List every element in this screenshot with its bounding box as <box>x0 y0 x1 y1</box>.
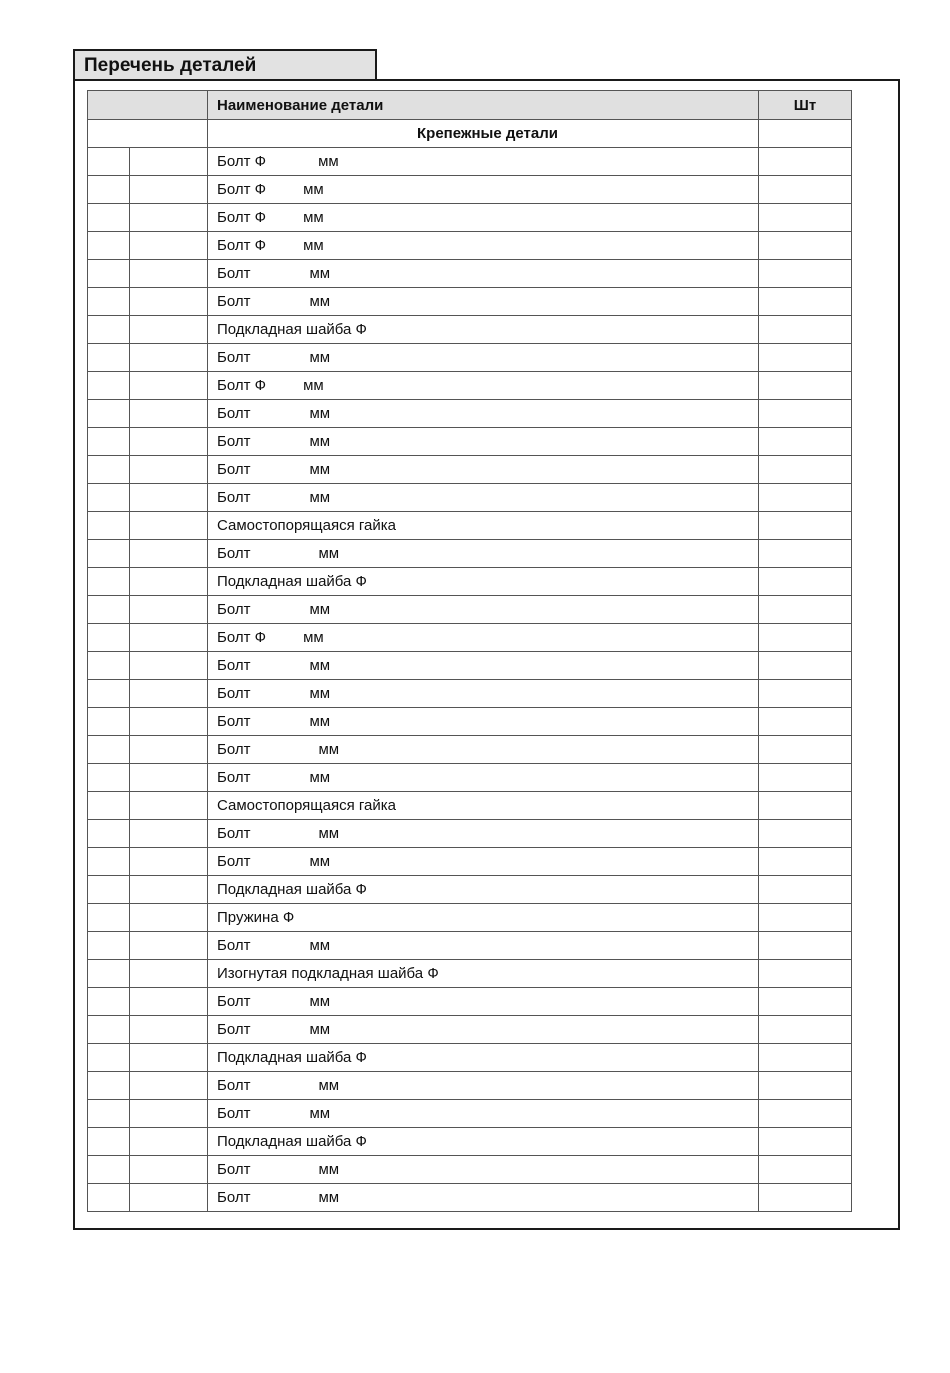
row-index-cell <box>88 1128 130 1156</box>
group-blank-cell <box>88 120 208 148</box>
part-qty-cell <box>759 204 852 232</box>
part-qty-cell <box>759 344 852 372</box>
table-row <box>88 764 852 792</box>
part-name-cell <box>208 372 759 400</box>
row-code-cell <box>130 512 208 540</box>
table-row <box>88 1156 852 1184</box>
header-name: Наименование детали <box>208 91 759 120</box>
row-index-cell <box>88 792 130 820</box>
table-row <box>88 316 852 344</box>
part-qty-cell <box>759 708 852 736</box>
row-index-cell <box>88 652 130 680</box>
part-name-cell <box>208 848 759 876</box>
part-name: Болт Ф <box>217 377 267 394</box>
part-qty-cell <box>759 596 852 624</box>
part-name: Болт <box>217 825 251 842</box>
row-index-cell <box>88 428 130 456</box>
part-name-cell <box>208 932 759 960</box>
row-code-cell <box>130 1100 208 1128</box>
row-index-cell <box>88 1072 130 1100</box>
part-name-cell <box>208 820 759 848</box>
part-name-cell <box>208 680 759 708</box>
row-code-cell <box>130 988 208 1016</box>
table-row <box>88 512 852 540</box>
row-index-cell <box>88 904 130 932</box>
part-name: Подкладная шайба Ф <box>217 321 367 338</box>
table-row <box>88 1016 852 1044</box>
part-name: Болт <box>217 1021 251 1038</box>
part-name-cell <box>208 400 759 428</box>
row-code-cell <box>130 624 208 652</box>
row-code-cell <box>130 708 208 736</box>
row-index-cell <box>88 568 130 596</box>
table-row <box>88 484 852 512</box>
row-code-cell <box>130 484 208 512</box>
row-index-cell <box>88 960 130 988</box>
table-row <box>88 624 852 652</box>
table-row <box>88 820 852 848</box>
part-name-cell <box>208 1128 759 1156</box>
table-row <box>88 372 852 400</box>
header-blank-cell <box>88 91 208 120</box>
row-index-cell <box>88 232 130 260</box>
row-index-cell <box>88 512 130 540</box>
part-name-cell <box>208 456 759 484</box>
part-unit: мм <box>309 769 331 786</box>
row-index-cell <box>88 736 130 764</box>
table-row <box>88 148 852 176</box>
table-row <box>88 680 852 708</box>
part-unit: мм <box>309 713 331 730</box>
part-name-cell <box>208 708 759 736</box>
table-row <box>88 960 852 988</box>
row-code-cell <box>130 876 208 904</box>
row-index-cell <box>88 1100 130 1128</box>
row-code-cell <box>130 260 208 288</box>
part-name-cell <box>208 1156 759 1184</box>
part-name: Болт <box>217 657 251 674</box>
row-code-cell <box>130 1072 208 1100</box>
table-row <box>88 568 852 596</box>
row-index-cell <box>88 708 130 736</box>
part-name-cell <box>208 960 759 988</box>
row-index-cell <box>88 288 130 316</box>
part-qty-cell <box>759 176 852 204</box>
part-name: Болт <box>217 433 251 450</box>
table-row <box>88 736 852 764</box>
part-qty-cell <box>759 1184 852 1212</box>
row-code-cell <box>130 1156 208 1184</box>
part-name: Болт <box>217 937 251 954</box>
table-row <box>88 232 852 260</box>
part-qty-cell <box>759 148 852 176</box>
part-name: Болт <box>217 461 251 478</box>
part-name-cell <box>208 484 759 512</box>
row-code-cell <box>130 736 208 764</box>
part-name: Болт <box>217 769 251 786</box>
table-row <box>88 904 852 932</box>
table-row <box>88 344 852 372</box>
part-unit: мм <box>303 209 324 226</box>
part-name: Болт <box>217 545 251 562</box>
row-code-cell <box>130 288 208 316</box>
row-code-cell <box>130 456 208 484</box>
part-name: Болт <box>217 853 251 870</box>
header-qty: Шт <box>759 91 852 120</box>
table-row <box>88 540 852 568</box>
table-header-row <box>88 91 852 120</box>
part-name-cell <box>208 624 759 652</box>
part-name-cell <box>208 176 759 204</box>
row-index-cell <box>88 400 130 428</box>
row-code-cell <box>130 316 208 344</box>
part-name-cell <box>208 652 759 680</box>
table-row <box>88 260 852 288</box>
row-index-cell <box>88 344 130 372</box>
part-name: Болт <box>217 265 251 282</box>
row-index-cell <box>88 764 130 792</box>
parts-table <box>87 90 852 1212</box>
part-name: Болт <box>217 1189 251 1206</box>
part-name: Болт <box>217 993 251 1010</box>
table-row <box>88 288 852 316</box>
table-row <box>88 456 852 484</box>
row-index-cell <box>88 876 130 904</box>
table-row <box>88 1072 852 1100</box>
part-qty-cell <box>759 512 852 540</box>
part-name: Изогнутая подкладная шайба Ф <box>217 965 439 982</box>
part-qty-cell <box>759 904 852 932</box>
part-name-cell <box>208 1016 759 1044</box>
part-name-cell <box>208 876 759 904</box>
part-qty-cell <box>759 1016 852 1044</box>
table-row <box>88 876 852 904</box>
table-row <box>88 428 852 456</box>
part-qty-cell <box>759 1100 852 1128</box>
part-name: Пружина Ф <box>217 909 295 926</box>
part-name: Болт <box>217 293 251 310</box>
part-unit: мм <box>318 1189 340 1206</box>
part-name-cell <box>208 260 759 288</box>
table-row <box>88 176 852 204</box>
table-row <box>88 848 852 876</box>
part-name: Болт Ф <box>217 153 267 170</box>
part-name-cell <box>208 288 759 316</box>
part-unit: мм <box>309 937 331 954</box>
row-code-cell <box>130 568 208 596</box>
part-unit: мм <box>309 601 331 618</box>
row-index-cell <box>88 680 130 708</box>
part-qty-cell <box>759 848 852 876</box>
part-qty-cell <box>759 260 852 288</box>
row-code-cell <box>130 820 208 848</box>
table-row <box>88 1128 852 1156</box>
part-name-cell <box>208 148 759 176</box>
part-unit: мм <box>309 993 331 1010</box>
part-qty-cell <box>759 428 852 456</box>
part-name: Болт <box>217 713 251 730</box>
row-code-cell <box>130 904 208 932</box>
part-name: Болт Ф <box>217 629 267 646</box>
table-row <box>88 792 852 820</box>
part-name-cell <box>208 512 759 540</box>
part-unit: мм <box>303 181 324 198</box>
row-code-cell <box>130 680 208 708</box>
table-row <box>88 1044 852 1072</box>
part-unit: мм <box>318 741 340 758</box>
part-qty-cell <box>759 400 852 428</box>
part-unit: мм <box>309 489 331 506</box>
row-code-cell <box>130 932 208 960</box>
part-qty-cell <box>759 456 852 484</box>
part-qty-cell <box>759 820 852 848</box>
table-row <box>88 652 852 680</box>
row-code-cell <box>130 1044 208 1072</box>
row-index-cell <box>88 316 130 344</box>
part-name: Подкладная шайба Ф <box>217 1133 367 1150</box>
section-title-tab <box>73 49 377 79</box>
part-name-cell <box>208 1100 759 1128</box>
row-index-cell <box>88 624 130 652</box>
group-title: Крепежные детали <box>208 120 759 148</box>
part-qty-cell <box>759 764 852 792</box>
part-name-cell <box>208 1072 759 1100</box>
part-name-cell <box>208 736 759 764</box>
row-index-cell <box>88 204 130 232</box>
part-name-cell <box>208 596 759 624</box>
part-unit: мм <box>309 461 331 478</box>
part-qty-cell <box>759 1128 852 1156</box>
part-qty-cell <box>759 792 852 820</box>
part-unit: мм <box>309 433 331 450</box>
part-qty-cell <box>759 988 852 1016</box>
row-code-cell <box>130 1184 208 1212</box>
row-code-cell <box>130 372 208 400</box>
part-name: Болт Ф <box>217 181 267 198</box>
row-code-cell <box>130 428 208 456</box>
part-name-cell <box>208 568 759 596</box>
part-unit: мм <box>318 1161 340 1178</box>
part-qty-cell <box>759 372 852 400</box>
part-name: Болт <box>217 1105 251 1122</box>
part-name: Болт <box>217 601 251 618</box>
part-name-cell <box>208 316 759 344</box>
part-qty-cell <box>759 288 852 316</box>
part-name-cell <box>208 232 759 260</box>
part-name: Болт Ф <box>217 209 267 226</box>
part-name: Подкладная шайба Ф <box>217 573 367 590</box>
part-name: Болт <box>217 685 251 702</box>
part-name-cell <box>208 204 759 232</box>
table-row <box>88 932 852 960</box>
part-qty-cell <box>759 1156 852 1184</box>
part-unit: мм <box>318 1077 340 1094</box>
row-index-cell <box>88 540 130 568</box>
part-unit: мм <box>303 237 324 254</box>
row-index-cell <box>88 932 130 960</box>
part-qty-cell <box>759 932 852 960</box>
row-index-cell <box>88 1156 130 1184</box>
part-name: Болт <box>217 1077 251 1094</box>
part-unit: мм <box>309 657 331 674</box>
row-index-cell <box>88 596 130 624</box>
part-name: Болт <box>217 741 251 758</box>
row-index-cell <box>88 456 130 484</box>
part-name: Самостопорящаяся гайка <box>217 797 396 814</box>
part-unit: мм <box>309 265 331 282</box>
row-code-cell <box>130 960 208 988</box>
row-code-cell <box>130 540 208 568</box>
part-name: Болт <box>217 489 251 506</box>
table-row <box>88 400 852 428</box>
part-qty-cell <box>759 876 852 904</box>
part-name: Подкладная шайба Ф <box>217 1049 367 1066</box>
part-unit: мм <box>303 377 324 394</box>
part-qty-cell <box>759 316 852 344</box>
row-index-cell <box>88 1044 130 1072</box>
part-unit: мм <box>309 405 331 422</box>
part-name-cell <box>208 428 759 456</box>
part-qty-cell <box>759 540 852 568</box>
part-name-cell <box>208 1044 759 1072</box>
part-name: Болт <box>217 349 251 366</box>
row-code-cell <box>130 1016 208 1044</box>
row-index-cell <box>88 484 130 512</box>
part-unit: мм <box>318 825 340 842</box>
part-qty-cell <box>759 568 852 596</box>
part-qty-cell <box>759 736 852 764</box>
part-qty-cell <box>759 1044 852 1072</box>
part-name: Болт Ф <box>217 237 267 254</box>
part-name: Болт <box>217 405 251 422</box>
part-name: Болт <box>217 1161 251 1178</box>
part-name-cell <box>208 540 759 568</box>
row-code-cell <box>130 176 208 204</box>
table-row <box>88 988 852 1016</box>
row-code-cell <box>130 204 208 232</box>
row-code-cell <box>130 596 208 624</box>
part-qty-cell <box>759 1072 852 1100</box>
row-code-cell <box>130 400 208 428</box>
part-qty-cell <box>759 680 852 708</box>
part-name-cell <box>208 764 759 792</box>
part-unit: мм <box>309 349 331 366</box>
part-qty-cell <box>759 960 852 988</box>
row-code-cell <box>130 652 208 680</box>
table-row <box>88 596 852 624</box>
part-unit: мм <box>318 545 340 562</box>
part-qty-cell <box>759 484 852 512</box>
row-index-cell <box>88 148 130 176</box>
part-name: Самостопорящаяся гайка <box>217 517 396 534</box>
table-row <box>88 1184 852 1212</box>
part-unit: мм <box>309 853 331 870</box>
table-row <box>88 1100 852 1128</box>
part-qty-cell <box>759 232 852 260</box>
table-row <box>88 708 852 736</box>
part-name-cell <box>208 988 759 1016</box>
part-unit: мм <box>309 293 331 310</box>
group-row <box>88 120 852 148</box>
part-name-cell <box>208 792 759 820</box>
row-index-cell <box>88 260 130 288</box>
row-index-cell <box>88 848 130 876</box>
part-name: Подкладная шайба Ф <box>217 881 367 898</box>
part-name-cell <box>208 1184 759 1212</box>
row-index-cell <box>88 176 130 204</box>
row-index-cell <box>88 1016 130 1044</box>
row-index-cell <box>88 820 130 848</box>
part-name-cell <box>208 344 759 372</box>
row-index-cell <box>88 988 130 1016</box>
table-row <box>88 204 852 232</box>
row-code-cell <box>130 148 208 176</box>
part-unit: мм <box>309 1021 331 1038</box>
row-index-cell <box>88 372 130 400</box>
group-qty-cell <box>759 120 852 148</box>
row-code-cell <box>130 232 208 260</box>
row-code-cell <box>130 1128 208 1156</box>
row-code-cell <box>130 344 208 372</box>
part-unit: мм <box>309 1105 331 1122</box>
part-qty-cell <box>759 624 852 652</box>
row-code-cell <box>130 792 208 820</box>
part-unit: мм <box>303 629 324 646</box>
row-code-cell <box>130 764 208 792</box>
part-unit: мм <box>318 153 339 170</box>
row-index-cell <box>88 1184 130 1212</box>
part-qty-cell <box>759 652 852 680</box>
part-name-cell <box>208 904 759 932</box>
row-code-cell <box>130 848 208 876</box>
page-title: Перечень деталей <box>84 55 257 76</box>
part-unit: мм <box>309 685 331 702</box>
